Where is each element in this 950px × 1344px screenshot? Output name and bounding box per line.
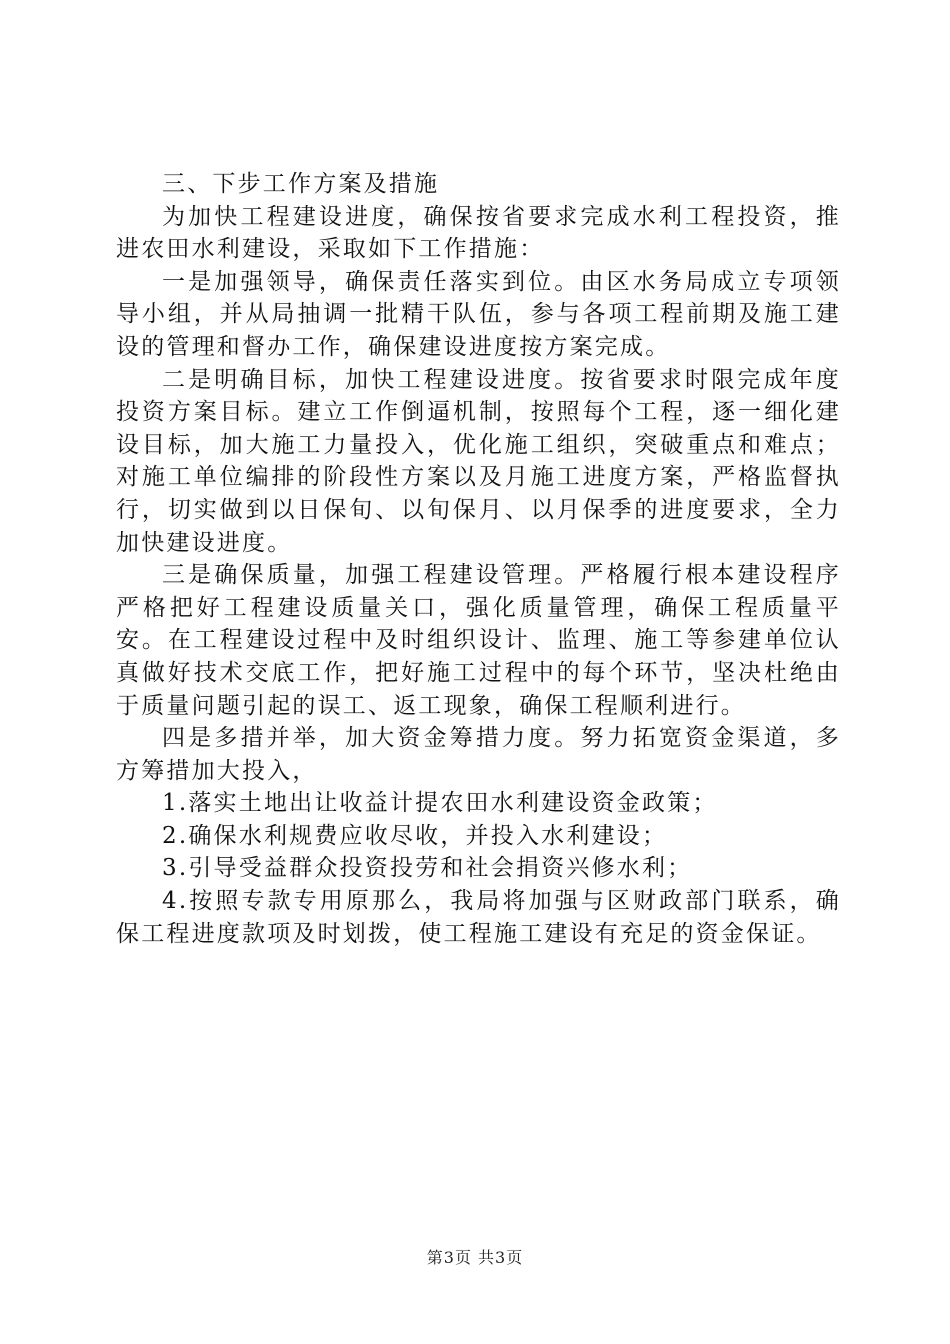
intro-paragraph: 为加快工程建设进度，确保按省要求完成水利工程投资，推进农田水利建设，采取如下工作措施： — [116, 203, 841, 263]
section-heading: 三、下步工作方案及措施 — [162, 171, 440, 197]
list-item-4: 4.按照专款专用原那么，我局将加强与区财政部门联系，确保工程进度款项及时划拨，使工程施工建设有充足的资金保证。 — [116, 888, 841, 947]
page-number-footer: 第3页 共3页 — [426, 1248, 524, 1267]
list-item-1: 1.落实土地出让收益计提农田水利建设资金政策； — [162, 790, 718, 817]
measure-2-paragraph: 二是明确目标，加快工程建设进度。按省要求时限完成年度投资方案目标。建立工作倒逼机制，按照每个工程，逐一细化建设目标，加大施工力量投入，优化施工组织，突破重点和难点；对施工单位编排的阶段性方案以及月施工进度方案，严格监督执行，切实做到以日保旬、以旬保月、以月保季的进度要求，全力加快建设进度。 — [116, 366, 841, 556]
list-item-2: 2.确保水利规费应收尽收，并投入水利建设； — [162, 822, 668, 849]
measure-4-paragraph: 四是多措并举，加大资金筹措力度。努力拓宽资金渠道，多方筹措加大投入， — [116, 725, 841, 784]
document-body — [116, 168, 841, 950]
measure-1-paragraph: 一是加强领导，确保责任落实到位。由区水务局成立专项领导小组，并从局抽调一批精干队伍，参与各项工程前期及施工建设的管理和督办工作，确保建设进度按方案完成。 — [116, 268, 841, 360]
list-item-3: 3.引导受益群众投资投劳和社会捐资兴修水利； — [162, 855, 693, 882]
measure-3-paragraph: 三是确保质量，加强工程建设管理。严格履行根本建设程序严格把好工程建设质量关口，强化质量管理，确保工程质量平安。在工程建设过程中及时组织设计、监理、施工等参建单位认真做好技术交底工作，把好施工过程中的每个环节，坚决杜绝由于质量问题引起的误工、返工现象，确保工程顺利进行。 — [116, 562, 841, 719]
